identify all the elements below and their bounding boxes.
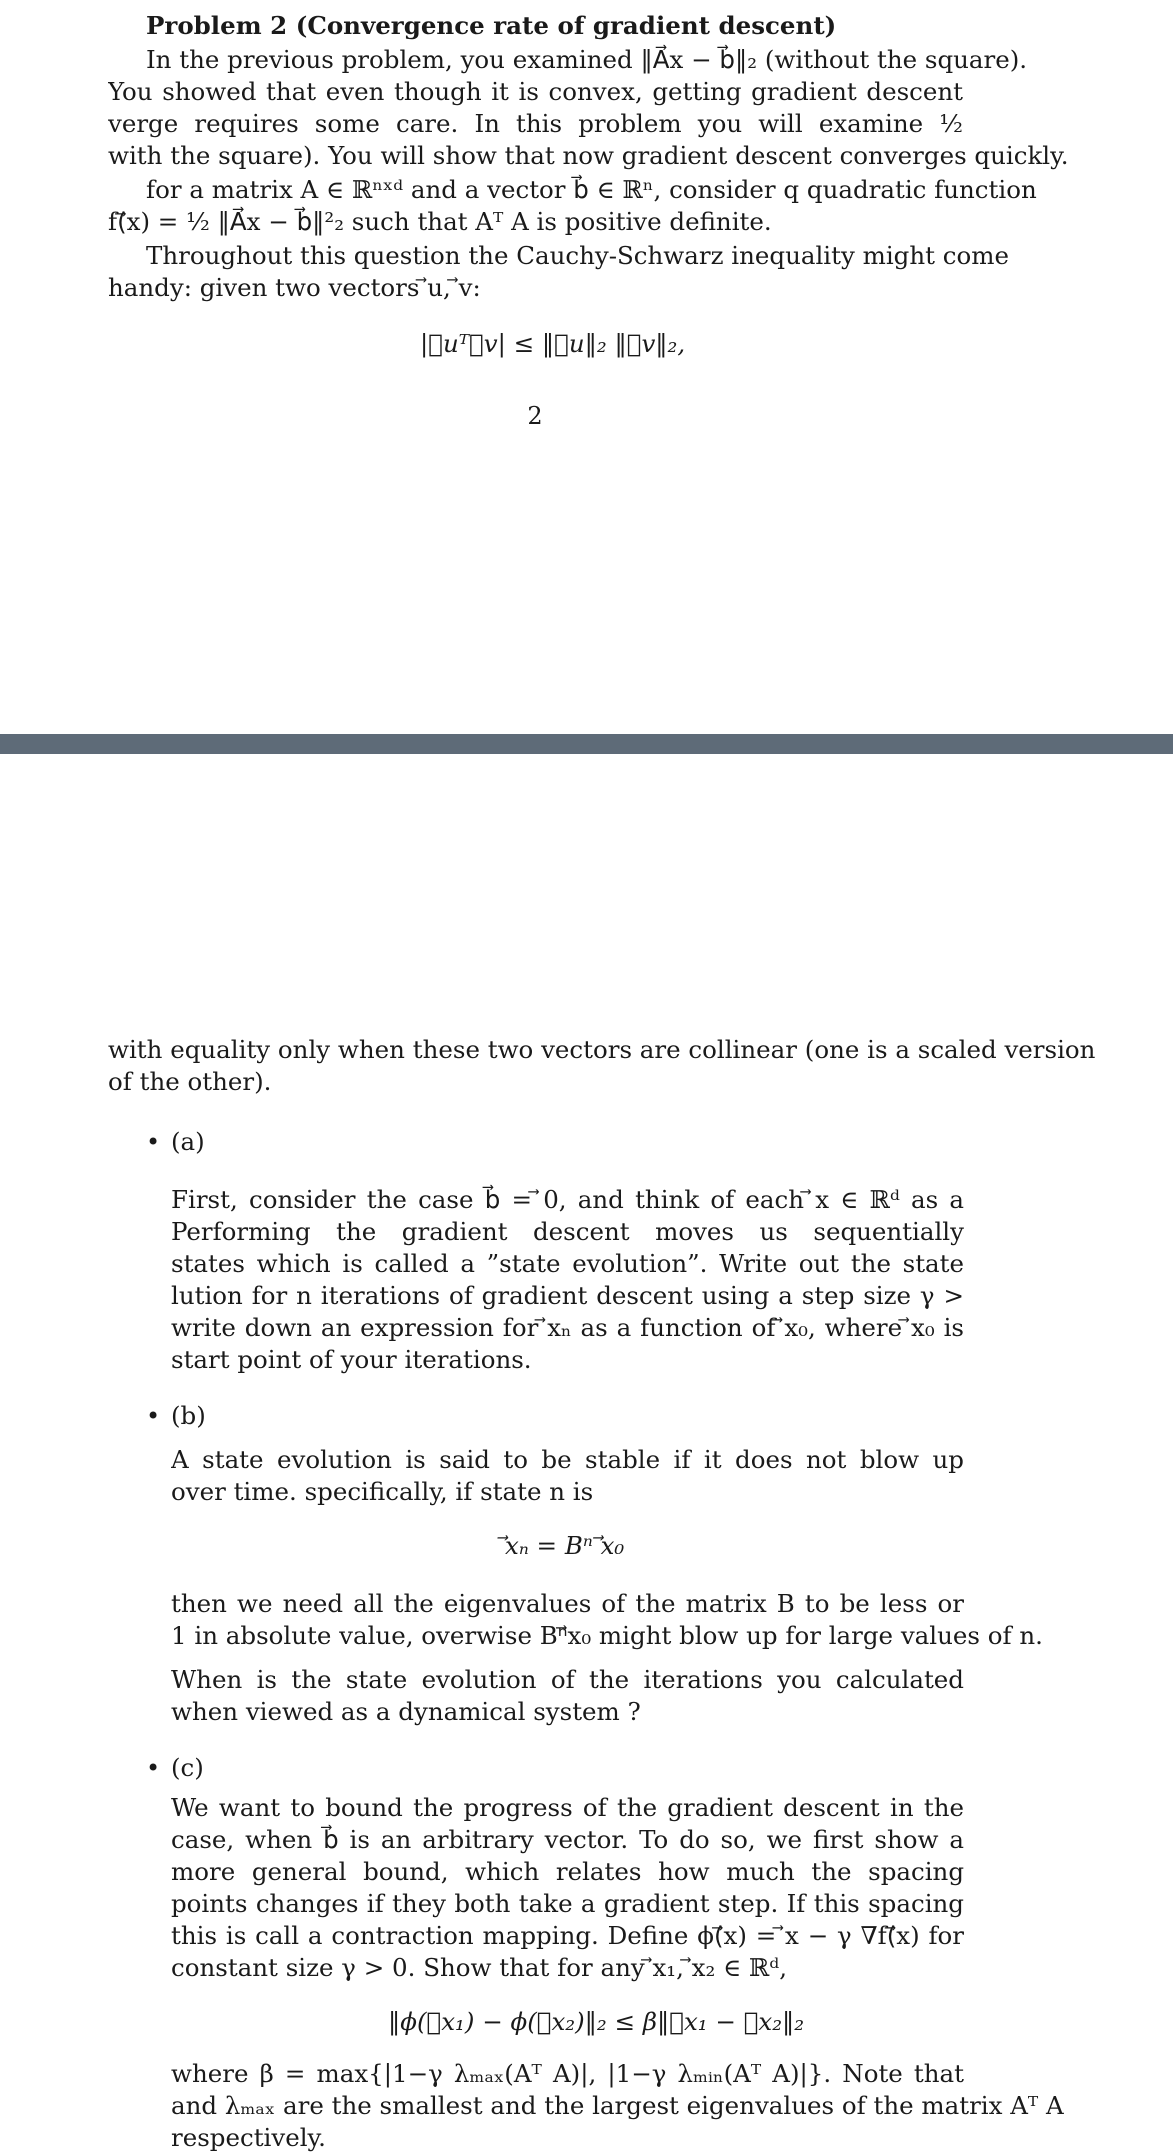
page-separator [0, 734, 1173, 754]
part-c-line: respectively. [171, 2123, 326, 2152]
part-c-line: We want to bound the progress of the gradient descent in the [171, 1793, 964, 1822]
part-b-line: when viewed as a dynamical system ? [171, 1697, 641, 1726]
part-b-line: then we need all the eigenvalues of the matrix B to be less or [171, 1589, 964, 1618]
part-c-label: (c) [171, 1753, 204, 1782]
bullet-icon: • [146, 1754, 161, 1782]
state-evolution-equation: ⃗xₙ = Bⁿ ⃗x₀ [505, 1531, 625, 1560]
cauchy-schwarz-equation: |⃗uᵀ⃗v| ≤ ‖⃗u‖₂ ‖⃗v‖₂, [420, 329, 686, 358]
part-a-line: lution for n iterations of gradient descent using a step size γ > [171, 1281, 964, 1310]
paragraph-line: for a matrix A ∈ ℝⁿˣᵈ and a vector b⃗ ∈ ℝⁿ, consider q quadratic function [146, 175, 1037, 204]
paragraph-line: verge requires some care. In this problem you will examine ½ [108, 109, 963, 138]
page-number: 2 [527, 402, 543, 430]
paragraph-line: with the square). You will show that now gradient descent converges quickly. [108, 141, 1069, 170]
paragraph-line: with equality only when these two vectors are collinear (one is a scaled version [108, 1035, 1096, 1064]
part-b-line: 1 in absolute value, overwise Bⁿ⃗x₀ might blow up for large values of n. [171, 1621, 1043, 1650]
paragraph-line: f(⃗x) = ½ ‖A⃗x − b⃗‖²₂ such that Aᵀ A is positive definite. [108, 207, 772, 236]
problem-heading: Problem 2 (Convergence rate of gradient descent) [146, 11, 837, 40]
part-c-line: points changes if they both take a gradient step. If this spacing [171, 1889, 964, 1918]
part-b-label: (b) [171, 1401, 206, 1430]
part-b-line: over time. specifically, if state n is [171, 1477, 594, 1506]
paragraph-line: You showed that even though it is convex, getting gradient descent [108, 77, 963, 106]
part-c-line: and λₘₐₓ are the smallest and the largest eigenvalues of the matrix Aᵀ A [171, 2091, 1064, 2120]
part-a-line: First, consider the case b⃗ = ⃗0, and think of each ⃗x ∈ ℝᵈ as a [171, 1185, 964, 1214]
part-a-label: (a) [171, 1127, 205, 1156]
part-c-line: where β = max{|1−γ λₘₐₓ(Aᵀ A)|, |1−γ λₘᵢₙ(Aᵀ A)|}. Note that [171, 2059, 964, 2088]
part-b-line: A state evolution is said to be stable if it does not blow up [171, 1445, 964, 1474]
part-a-line: Performing the gradient descent moves us sequentially [171, 1217, 964, 1246]
page-1 [0, 0, 1173, 734]
page-2 [0, 754, 1173, 2153]
paragraph-line: of the other). [108, 1067, 272, 1096]
part-a-line: write down an expression for ⃗xₙ as a function of ⃗x₀, where ⃗x₀ is [171, 1313, 964, 1342]
part-c-line: this is call a contraction mapping. Define ϕ(⃗x) = ⃗x − γ ∇f(⃗x) for [171, 1921, 964, 1950]
part-c-line: case, when b⃗ is an arbitrary vector. To do so, we first show a [171, 1825, 964, 1854]
bullet-icon: • [146, 1128, 161, 1156]
paragraph-line: Throughout this question the Cauchy-Schwarz inequality might come [146, 241, 1009, 270]
part-c-line: more general bound, which relates how much the spacing [171, 1857, 964, 1886]
paragraph-line: In the previous problem, you examined ‖A⃗x − b⃗‖₂ (without the square). [146, 45, 1028, 74]
part-b-line: When is the state evolution of the iterations you calculated [171, 1665, 964, 1694]
part-c-line: constant size γ > 0. Show that for any ⃗x₁, ⃗x₂ ∈ ℝᵈ, [171, 1953, 787, 1982]
contraction-equation: ‖ϕ(⃗x₁) − ϕ(⃗x₂)‖₂ ≤ β‖⃗x₁ − ⃗x₂‖₂ [388, 2007, 805, 2036]
bullet-icon: • [146, 1402, 161, 1430]
part-a-line: start point of your iterations. [171, 1345, 532, 1374]
part-a-line: states which is called a ”state evolution”. Write out the state [171, 1249, 964, 1278]
paragraph-line: handy: given two vectors ⃗u, ⃗v: [108, 273, 481, 302]
